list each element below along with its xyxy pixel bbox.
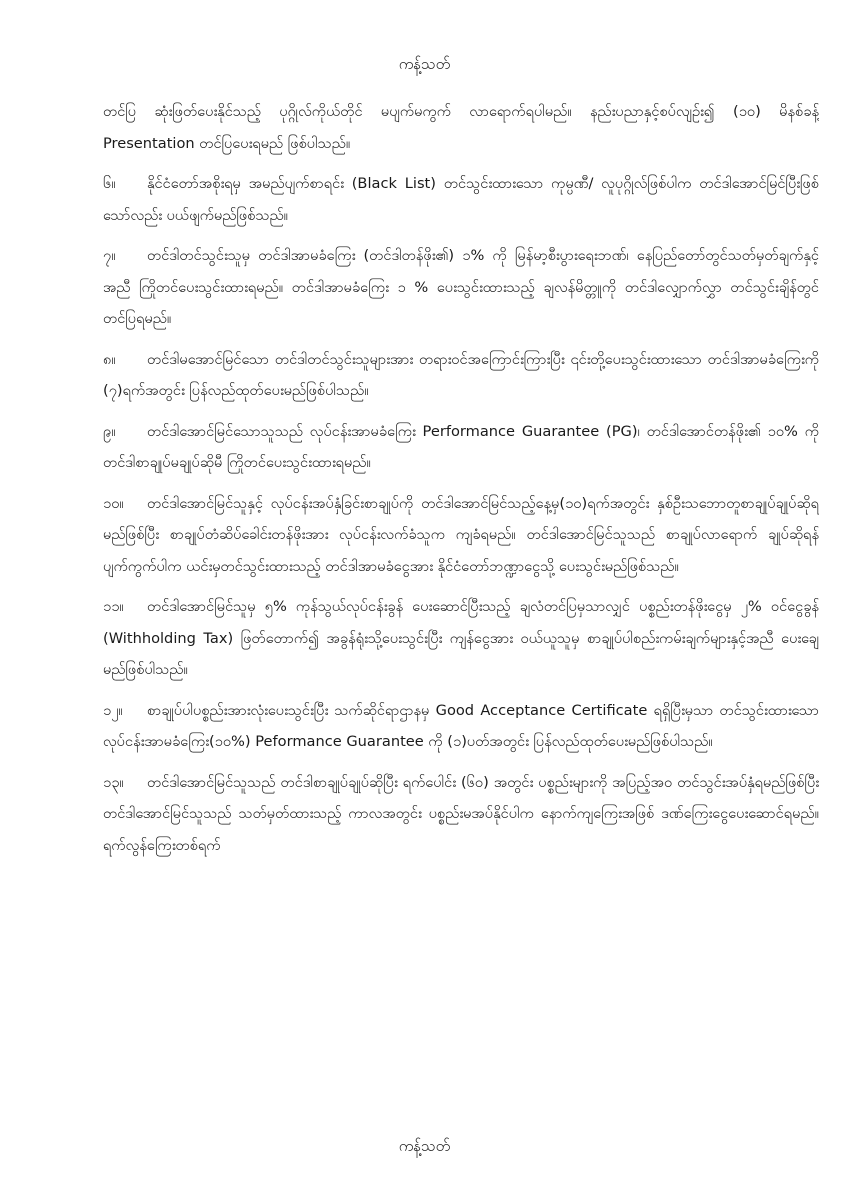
running-header: ကန့်သတ် [398,55,451,73]
paragraph-number: ၁၂။ [103,701,123,719]
paragraph-text: တင်ဒါအောင်မြင်သူသည် တင်ဒါစာချုပ်ချုပ်ဆိုပြီး ရက်ပေါင်း (၆၀) အတွင်း ပစ္စည်းများကို အပြည့်အဝ တင်သွင်းအပ်နှံရမည်ဖြစ်ပြီး တင်ဒါအောင်မြင်သူသည် သတ်မှတ်ထားသည့် ကာလအတွင်း ပစ္စည်းမအပ်နိုင်ပါက နောက်ကျကြေးအဖြစ် ဒဏ်ကြေးငွေပေးဆောင်ရမည်။ ရက်လွန်ကြေးတစ်ရက် [103,773,819,854]
paragraph-number: ၆။ [103,175,116,192]
paragraph-text: တင်ဒါအောင်မြင်သောသူသည် လုပ်ငန်းအာမခံကြေး Performance Guarantee (PG)၊ တင်ဒါအောင်တန်ဖိုး၏ ၁၀% ကို တင်ဒါစာချုပ်မချုပ်ဆိုမီ ကြိုတင်ပေးသွင်းထားရမည်။ [103,422,819,471]
paragraph-12 [103,695,819,758]
paragraph-6 [103,168,819,231]
paragraph-text: စာချုပ်ပါပစ္စည်းအားလုံးပေးသွင်းပြီး သက်ဆိုင်ရာဌာနမှ Good Acceptance Certificate ရရှိပြီးမှသာ တင်သွင်းထားသော လုပ်ငန်းအာမခံကြေး(၁၀%) Peformance Guarantee ကို (၁)ပတ်အတွင်း ပြန်လည်ထုတ်ပေးမည်ဖြစ်ပါသည်။ [103,701,819,750]
paragraph-text: တင်ဒါတင်သွင်းသူမှ တင်ဒါအာမခံကြေး (တင်ဒါတန်ဖိုး၏) ၁% ကို မြန်မာ့စီးပွားရေးဘဏ်၊ နေပြည်တော်တွင်သတ်မှတ်ချက်နှင့်အညီ ကြိုတင်ပေးသွင်းထားရမည်။ တင်ဒါအာမခံကြေး ၁ % ပေးသွင်းထားသည့် ချလန်မိတ္တူကို တင်ဒါလျှောက်လွှာ တင်သွင်းချိန်တွင် တင်ပြရမည်။ [103,247,819,327]
paragraph-text: နိုင်ငံတော်အစိုးရမှ အမည်ပျက်စာရင်း (Black List) တင်သွင်းထားသော ကုမ္ပဏီ/ လူပုဂ္ဂိုလ်ဖြစ်ပါက တင်ဒါအောင်မြင်ပြီးဖြစ်သော်လည်း ပယ်ဖျက်မည်ဖြစ်သည်။ [103,175,819,224]
running-footer: ကန့်သတ် [398,1137,451,1155]
paragraph-13 [103,767,819,862]
paragraph-11 [103,591,819,686]
paragraph-number: ၇။ [103,247,116,264]
paragraph-8 [103,344,819,407]
paragraph-number: ၉။ [103,422,116,440]
paragraph-number: ၁၀။ [103,494,124,512]
document-body [103,96,819,1106]
paragraph-7 [103,240,819,335]
paragraph-number: ၁၃။ [103,773,124,791]
paragraph-number: ၈။ [103,350,116,368]
paragraph-text: တင်ဒါအောင်မြင်သူမှ ၅% ကုန်သွယ်လုပ်ငန်းခွန် ပေးဆောင်ပြီးသည့် ချလံတင်ပြမှသာလျှင် ပစ္စည်းတန်ဖိုးငွေမှ ၂% ဝင်ငွေခွန် (Withholding Tax) ဖြတ်တောက်၍ အခွန်ရုံးသို့ပေးသွင်းပြီး ကျန်ငွေအား ဝယ်ယူသူမှ စာချုပ်ပါစည်းကမ်းချက်များနှင့်အညီ ပေးချေမည်ဖြစ်ပါသည်။ [103,598,819,678]
paragraph-9 [103,416,819,479]
paragraph-continuation [103,96,819,159]
paragraph-10 [103,488,819,583]
paragraph-text: တင်ဒါအောင်မြင်သူနှင့် လုပ်ငန်းအပ်နှံခြင်းစာချုပ်ကို တင်ဒါအောင်မြင်သည့်နေ့မှ(၁၀)ရက်အတွင်း နှစ်ဦးသဘောတူစာချုပ်ချုပ်ဆိုရမည်ဖြစ်ပြီး စာချုပ်တံဆိပ်ခေါင်းတန်ဖိုးအား လုပ်ငန်းလက်ခံသူက ကျခံရမည်။ တင်ဒါအောင်မြင်သူသည် စာချုပ်လာရောက် ချုပ်ဆိုရန် ပျက်ကွက်ပါက ယင်းမှတင်သွင်းထားသည့် တင်ဒါအာမခံငွေအား နိုင်ငံတော်ဘဏ္ဍာငွေသို့ ပေးသွင်းမည်ဖြစ်သည်။ [103,494,819,575]
paragraph-text: တင်ဒါမအောင်မြင်သော တင်ဒါတင်သွင်းသူများအား တရားဝင်အကြောင်းကြားပြီး ၎င်းတို့ပေးသွင်းထားသော တင်ဒါအာမခံကြေးကို (၇)ရက်အတွင်း ပြန်လည်ထုတ်ပေးမည်ဖြစ်ပါသည်။ [103,350,819,399]
paragraph-text: တင်ပြ ဆုံးဖြတ်ပေးနိုင်သည့် ပုဂ္ဂိုလ်ကိုယ်တိုင် မပျက်မကွက် လာရောက်ရပါမည်။ နည်းပညာနှင့်စပ်လျဉ်း၍ (၁၀) မိနစ်ခန့် Presentation တင်ပြပေးရမည် ဖြစ်ပါသည်။ [103,103,819,152]
paragraph-number: ၁၁။ [103,598,124,615]
